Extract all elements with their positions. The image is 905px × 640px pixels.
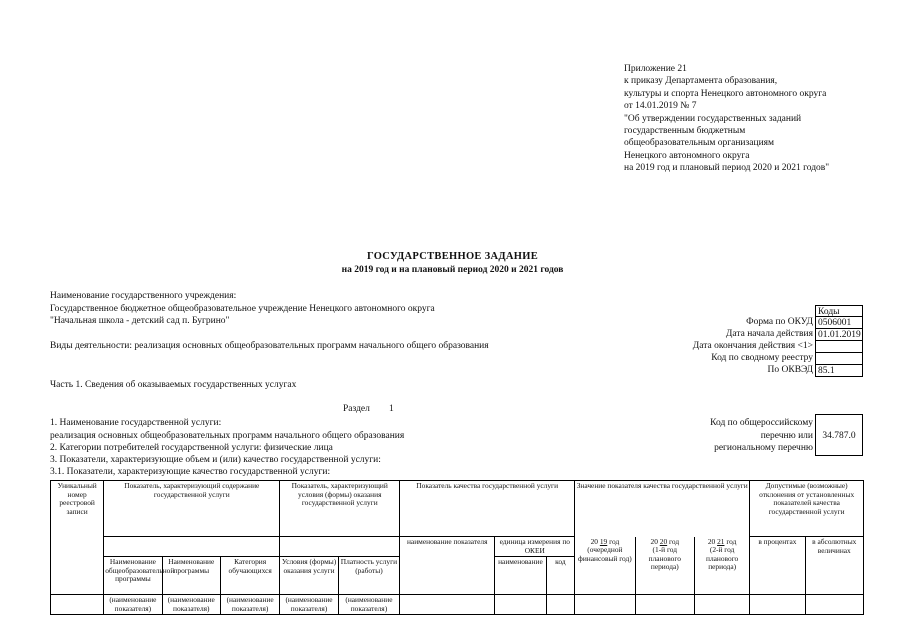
col-year-2 [635, 537, 694, 595]
col-quality-indicator: Показатель качества государственной услуги [400, 481, 575, 537]
end-date-label: Дата окончания действия <1> [692, 341, 813, 351]
indicators-heading: 3. Показатели, характеризующие объем и (или) качество государственной услуги: [50, 455, 381, 465]
okved-label: По ОКВЭД [767, 365, 813, 375]
empty-cell [750, 595, 805, 615]
year2-value: 20 [659, 536, 668, 546]
indicator-name-cell: (наименование показателя) [220, 595, 279, 615]
okved-value: 85.1 [815, 365, 863, 377]
consumer-categories: 2. Категории потребителей государственной услуги: физические лица [50, 443, 333, 453]
spacer-cell [280, 537, 400, 557]
empty-cell [51, 595, 104, 615]
empty-cell [805, 595, 863, 615]
appendix-line: общеобразовательным организациям [624, 138, 775, 149]
col-year-3 [694, 537, 749, 595]
col-deviation-absolute: в абсолютных величинах [805, 537, 863, 595]
col-conditions-indicator: Показатель, характеризующий условия (формы) оказания государственной услуги [280, 481, 400, 537]
col-quality-value: Значение показателя качества государственной услуги [575, 481, 750, 537]
registry-code-line2: перечню или [760, 431, 813, 441]
col-student-category: Категория обучающихся [220, 557, 279, 595]
okud-label: Форма по ОКУД [746, 317, 813, 327]
year3-prefix: 20 [707, 536, 716, 546]
document-subtitle: на 2019 год и на плановый период 2020 и 2021 годов [341, 265, 564, 275]
col-content-indicator: Показатель, характеризующий содержание государственной услуги [104, 481, 280, 537]
institution-label: Наименование государственного учреждения: [50, 291, 237, 301]
col-unit-code: код [546, 557, 575, 595]
indicator-name-cell: (наименование показателя) [338, 595, 399, 615]
col-unique-number: Уникальный номер реестровой записи [51, 481, 104, 595]
registry-code-line1: Код по общероссийскому [710, 418, 813, 428]
activity-types: Виды деятельности: реализация основных общеобразовательных программ начального общего образования [50, 341, 489, 351]
col-program-name: Наименование общеобразовательной программы [104, 557, 162, 595]
indicator-name-cell: (наименование показателя) [104, 595, 162, 615]
appendix-block [624, 63, 829, 175]
col-unit-name: наименование [495, 557, 546, 595]
col-service-conditions: Условия (формы) оказания услуги [280, 557, 338, 595]
col-indicator-name: наименование показателя [400, 537, 495, 595]
institution-name-line2: "Начальная школа - детский сад п. Бугрино" [50, 316, 230, 326]
empty-cell [400, 595, 495, 615]
appendix-line: на 2019 год и плановый период 2020 и 2021 годов" [624, 163, 830, 174]
year1-note: (очередной финансовый год) [578, 545, 632, 563]
appendix-line: "Об утверждении государственных заданий [624, 113, 802, 124]
start-date-value: 01.01.2019 [815, 329, 863, 341]
year2-prefix: 20 [650, 536, 658, 546]
year1-value: 19 [599, 536, 608, 546]
empty-cell [694, 595, 749, 615]
empty-cell [495, 595, 546, 615]
col-deviation: Допустимые (возможные) отклонения от установленных показателей качества государственной услуги [750, 481, 864, 537]
document-title: ГОСУДАРСТВЕННОЕ ЗАДАНИЕ [366, 251, 539, 262]
col-unit-okei: единица измерения по ОКЕИ [495, 537, 575, 557]
empty-cell [635, 595, 694, 615]
col-year-1 [575, 537, 635, 595]
registry-code-value [815, 353, 863, 365]
service-name-value: реализация основных общеобразовательных программ начального общего образования [50, 431, 405, 441]
appendix-line: государственным бюджетным [624, 126, 746, 137]
appendix-line: Ненецкого автономного округа [624, 150, 750, 161]
part1-heading: Часть 1. Сведения об оказываемых государственных услугах [50, 380, 297, 390]
quality-indicators-heading: 3.1. Показатели, характеризующие качество государственной услуги: [50, 467, 331, 477]
appendix-line: Приложение 21 [624, 64, 687, 74]
okud-value: 0506001 [815, 317, 863, 329]
appendix-line: от 14.01.2019 № 7 [624, 101, 697, 112]
year2-suffix: год [669, 536, 680, 546]
section-number: 1 [389, 404, 394, 414]
appendix-line: к приказу Департамента образования, [624, 76, 778, 87]
year3-suffix: год [726, 536, 737, 546]
col-program: Наименование программы [162, 557, 220, 595]
col-deviation-percent: в процентах [750, 537, 805, 595]
registry-code-line3: региональному перечню [714, 443, 813, 453]
year1-prefix: 20 [590, 536, 598, 546]
year3-note: (2-й год планового периода) [705, 545, 739, 572]
year2-note: (1-й год планового периода) [648, 545, 681, 572]
registry-code-label: Код по сводному реестру [711, 353, 813, 363]
codes-header: Коды [815, 305, 863, 317]
empty-cell [546, 595, 575, 615]
year1-suffix: год [609, 536, 620, 546]
start-date-label: Дата начала действия [725, 329, 813, 339]
quality-indicators-table [50, 480, 864, 615]
year3-value: 21 [717, 536, 725, 546]
spacer-cell [104, 537, 280, 557]
indicator-name-cell: (наименование показателя) [280, 595, 338, 615]
institution-name-line1: Государственное бюджетное общеобразовательное учреждение Ненецкого автономного округа [50, 304, 435, 314]
service-code-value: 34.787.0 [815, 414, 863, 456]
indicator-name-cell: (наименование показателя) [162, 595, 220, 615]
empty-cell [575, 595, 635, 615]
end-date-value [815, 341, 863, 353]
section-label: Раздел [343, 404, 370, 414]
appendix-line: культуры и спорта Ненецкого автономного округа [624, 88, 827, 99]
service-name-label: 1. Наименование государственной услуги: [50, 418, 222, 428]
col-payment: Платность услуги (работы) [338, 557, 399, 595]
